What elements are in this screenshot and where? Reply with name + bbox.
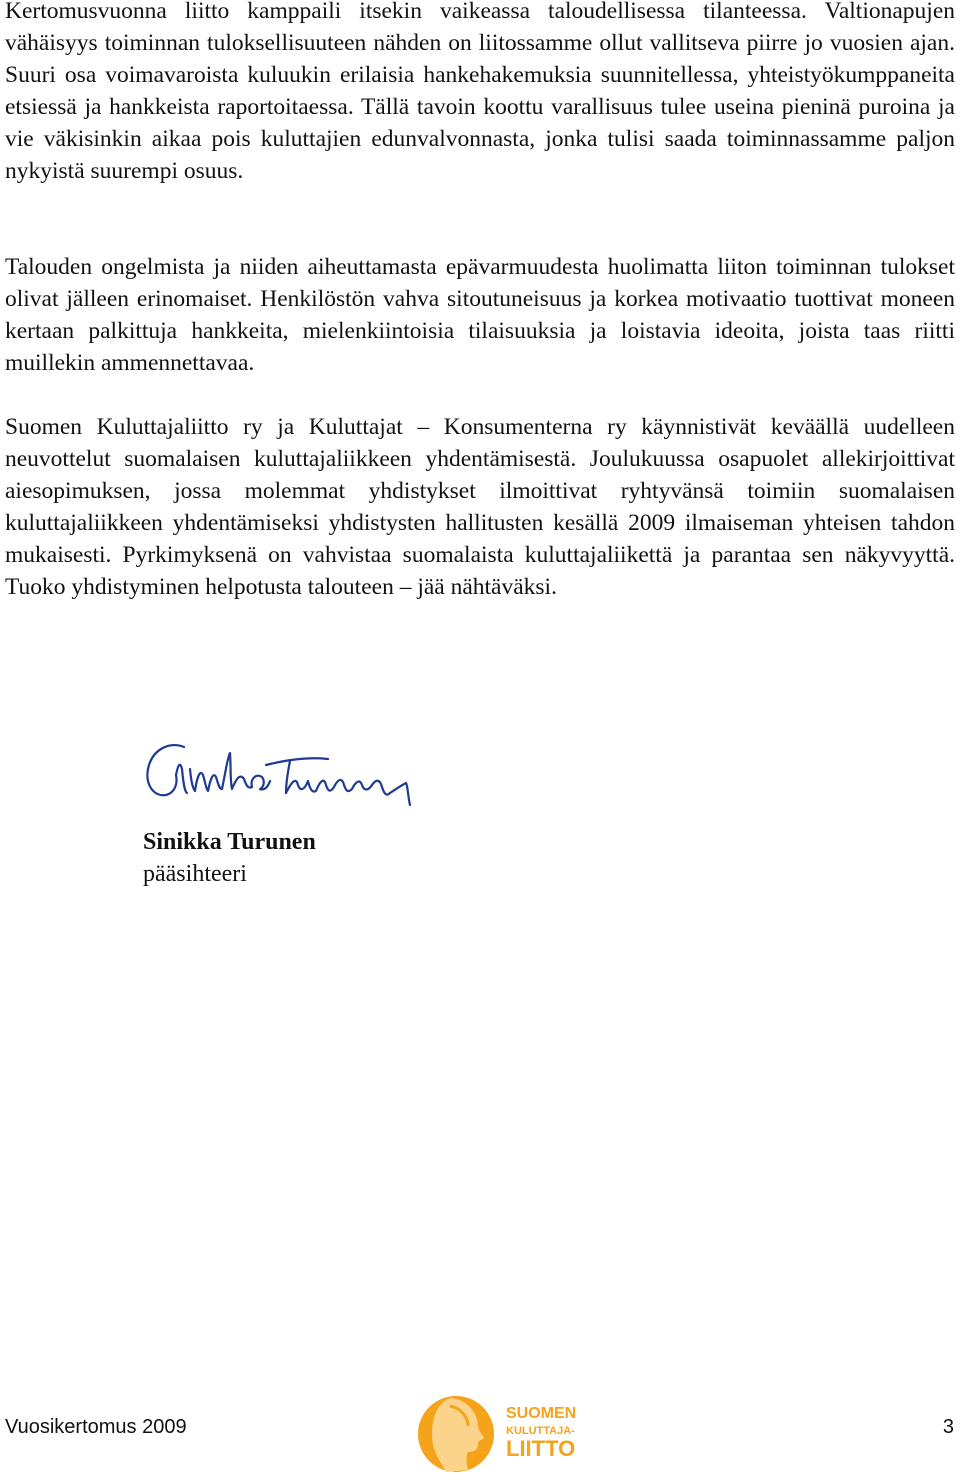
paragraph-results: Talouden ongelmista ja niiden aiheuttamasta epävarmuudesta huolimatta liiton toiminnan tulokset olivat jälleen erinomaiset. Henkilöstön vahva sitoutuneisuus ja korkea motivaatio tuottivat moneen kertaan palkittuja hankkeita, mielenkiintoisia tilaisuuksia ja loistavia ideoita, joista taas riitti muillekin ammennettavaa.	[5, 254, 955, 376]
svg-text:LIITTO: LIITTO	[506, 1436, 576, 1461]
footer-report-title: Vuosikertomus 2009	[5, 1416, 187, 1438]
signer-title: pääsihteeri	[143, 861, 247, 887]
handwritten-signature	[140, 735, 425, 815]
svg-text:SUOMEN: SUOMEN	[506, 1405, 576, 1422]
paragraph-merger: Suomen Kuluttajaliitto ry ja Kuluttajat – Konsumenterna ry käynnistivät keväällä uudelleen neuvottelut suomalaisen kuluttajaliikkeen yhdentämisestä. Joulukuussa osapuolet allekirjoittivat aiesopimuksen, jossa molemmat yhdistykset ilmoittivat ryhtyvänsä toimiin suomalaisen kuluttajaliikkeen yhdentämiseksi yhdistysten hallitusten kesällä 2009 ilmaiseman yhteisen tahdon mukaisesti. Pyrkimyksenä on vahvistaa suomalaista kuluttajaliikettä ja parantaa sen näkyvyyttä. Tuoko yhdistyminen helpotusta talouteen – jää nähtäväksi.	[5, 414, 955, 600]
svg-text:KULUTTAJA-: KULUTTAJA-	[506, 1425, 575, 1437]
paragraph-finances: Kertomusvuonna liitto kamppaili itsekin vaikeassa taloudellisessa tilanteessa. Valtionapujen vähäisyys toiminnan tuloksellisuuteen nähden on liitossamme ollut vallitseva piirre jo vuosien ajan. Suuri osa voimavaroista kuluukin erilaisia hankehakemuksia suunnitellessa, yhteistyökumppaneita etsiessä ja hankkeista raportoitaessa. Tällä tavoin koottu varallisuus tulee useina pieninä puroina ja vie väkisinkin aikaa pois kuluttajien edunvalvonnasta, jonka tulisi saada toiminnassamme paljon nykyistä suurempi osuus.	[5, 0, 955, 184]
kuluttajaliitto-logo	[416, 1390, 576, 1476]
signer-name: Sinikka Turunen	[143, 829, 316, 855]
page-number: 3	[942, 1416, 954, 1438]
